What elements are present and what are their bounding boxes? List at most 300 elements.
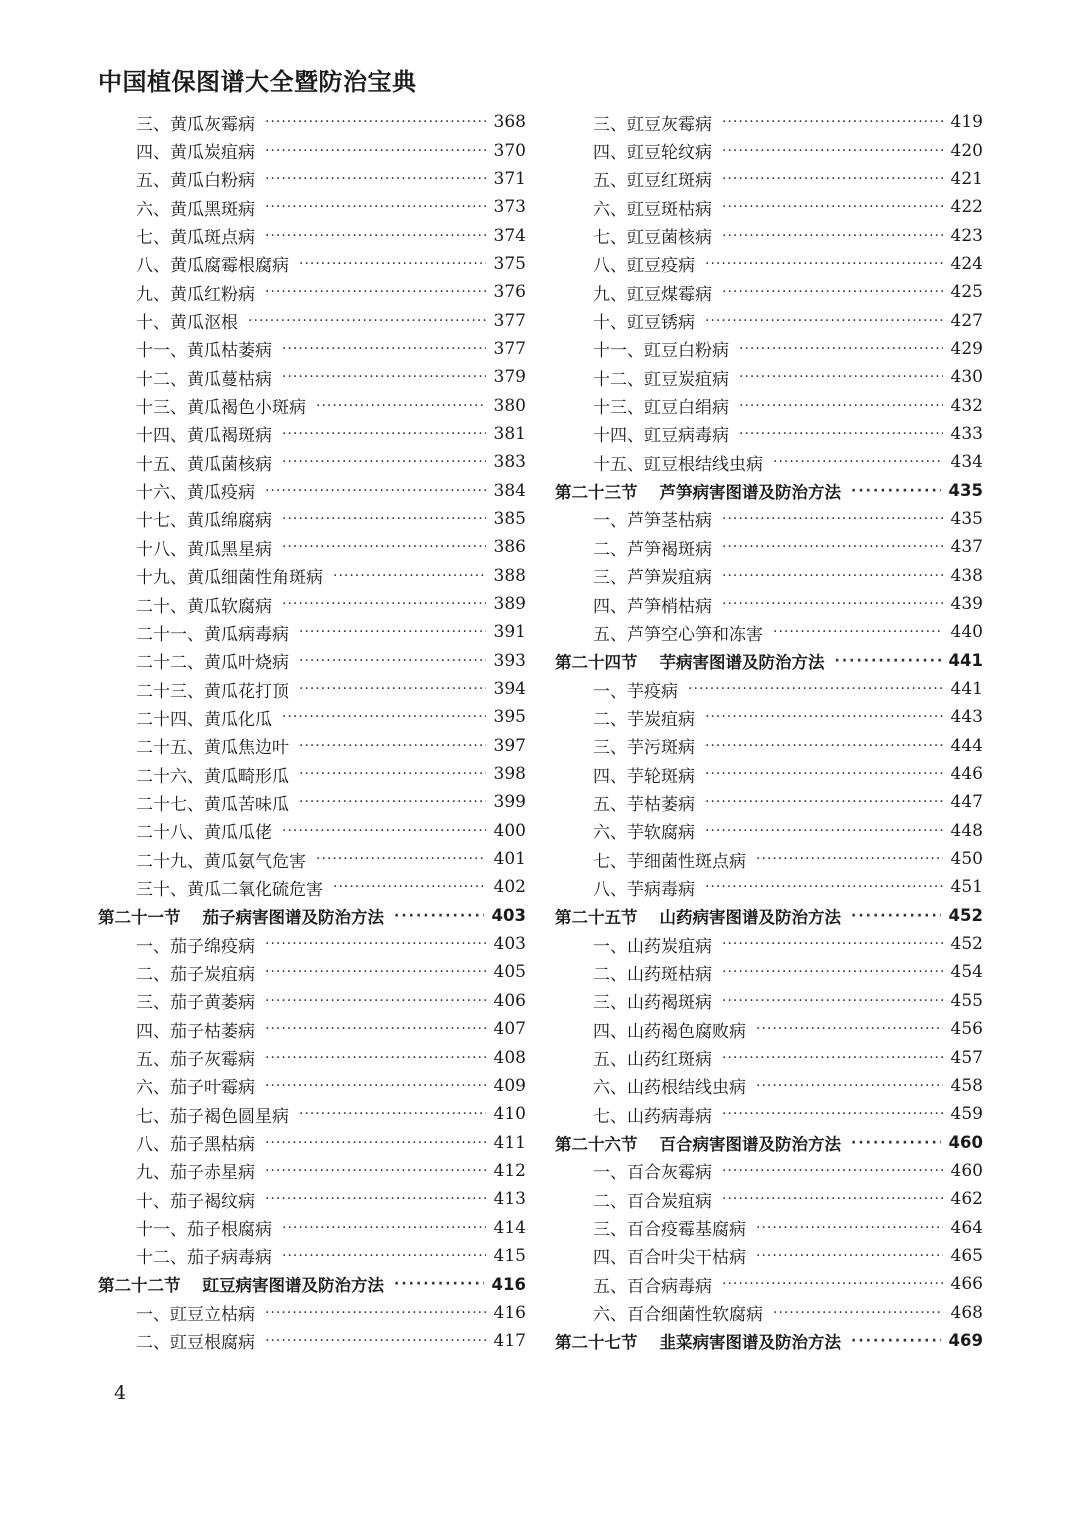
toc-entry xyxy=(555,1270,983,1298)
dot-leader xyxy=(265,171,486,187)
dot-leader xyxy=(739,369,943,385)
dot-leader xyxy=(265,114,486,130)
entry-page-number: 414 xyxy=(493,1217,526,1238)
dot-leader xyxy=(282,1248,486,1264)
entry-page-number: 381 xyxy=(493,423,526,444)
dot-leader xyxy=(722,1163,943,1179)
toc-entry xyxy=(555,1157,983,1185)
section-number: 第二十三节 xyxy=(555,482,638,502)
toc-entry xyxy=(98,533,526,561)
entry-title: 三、豇豆灰霉病 xyxy=(593,114,712,135)
entry-title: 二十一、黄瓜病毒病 xyxy=(136,624,289,645)
entry-page-number: 454 xyxy=(950,962,983,983)
dot-leader xyxy=(394,1276,484,1292)
toc-entry xyxy=(98,1128,526,1156)
dot-leader xyxy=(705,738,943,754)
toc-entry xyxy=(555,590,983,618)
dot-leader xyxy=(299,766,486,782)
toc-entry xyxy=(98,1100,526,1128)
dot-leader xyxy=(705,794,943,810)
toc-entry xyxy=(555,448,983,476)
dot-leader xyxy=(299,624,486,640)
entry-page-number: 373 xyxy=(493,197,526,218)
toc-entry xyxy=(555,1100,983,1128)
entry-page-number: 386 xyxy=(493,537,526,558)
toc-entry xyxy=(555,1015,983,1043)
entry-title: 十六、黄瓜疫病 xyxy=(136,483,255,504)
dot-leader xyxy=(756,1220,943,1236)
entry-page-number: 421 xyxy=(950,168,983,189)
toc-entry xyxy=(555,221,983,249)
entry-title: 七、芋细菌性斑点病 xyxy=(593,851,746,872)
dot-leader xyxy=(722,199,943,215)
entry-title: 六、百合细菌性软腐病 xyxy=(593,1305,763,1326)
toc-entry xyxy=(98,306,526,334)
entry-title: 二、豇豆根腐病 xyxy=(136,1333,255,1354)
entry-page-number: 417 xyxy=(493,1330,526,1351)
entry-title: 二、山药斑枯病 xyxy=(593,964,712,985)
entry-title: 十二、黄瓜蔓枯病 xyxy=(136,369,272,390)
dot-leader xyxy=(248,313,486,329)
dot-leader xyxy=(265,143,486,159)
entry-page-number: 438 xyxy=(950,565,983,586)
entry-page-number: 439 xyxy=(950,594,983,615)
section-number: 第二十四节 xyxy=(555,652,638,672)
entry-title: 三、芋污斑病 xyxy=(593,738,695,759)
entry-page-number: 409 xyxy=(493,1075,526,1096)
entry-page-number: 456 xyxy=(950,1019,983,1040)
entry-title: 十四、豇豆病毒病 xyxy=(593,426,729,447)
entry-title: 二十五、黄瓜焦边叶 xyxy=(136,738,289,759)
entry-title: 六、豇豆斑枯病 xyxy=(593,199,712,220)
entry-title: 七、山药病毒病 xyxy=(593,1106,712,1127)
toc-entry xyxy=(555,306,983,334)
toc-entry xyxy=(555,618,983,646)
dot-leader xyxy=(299,653,486,669)
entry-title: 九、豇豆煤霉病 xyxy=(593,284,712,305)
section-number: 第二十二节 xyxy=(98,1276,181,1296)
dot-leader xyxy=(265,483,486,499)
dot-leader xyxy=(299,1106,486,1122)
entry-title: 四、芋轮斑病 xyxy=(593,766,695,787)
entry-page-number: 432 xyxy=(950,395,983,416)
entry-page-number: 447 xyxy=(950,792,983,813)
dot-leader xyxy=(705,879,943,895)
entry-title: 十五、黄瓜菌核病 xyxy=(136,454,272,475)
dot-leader xyxy=(265,993,486,1009)
toc-entry xyxy=(98,221,526,249)
toc-entry xyxy=(555,732,983,760)
toc-entry xyxy=(555,278,983,306)
dot-leader xyxy=(705,709,943,725)
entry-page-number: 379 xyxy=(493,367,526,388)
entry-title: 十、黄瓜沤根 xyxy=(136,313,238,334)
entry-page-number: 393 xyxy=(493,650,526,671)
toc-entry xyxy=(98,732,526,760)
entry-title: 四、百合叶尖干枯病 xyxy=(593,1248,746,1269)
toc-section-heading xyxy=(555,1128,983,1156)
dot-leader xyxy=(722,143,943,159)
entry-title: 十五、豇豆根结线虫病 xyxy=(593,454,763,475)
dot-leader xyxy=(756,851,943,867)
dot-leader xyxy=(722,539,943,555)
dot-leader xyxy=(739,341,943,357)
entry-title: 六、山药根结线虫病 xyxy=(593,1078,746,1099)
toc-section-heading xyxy=(555,476,983,504)
dot-leader xyxy=(265,936,486,952)
toc-entry xyxy=(555,363,983,391)
toc-entry xyxy=(98,1213,526,1241)
dot-leader xyxy=(265,1333,486,1349)
toc-left-column xyxy=(98,108,526,1355)
toc-entry xyxy=(555,760,983,788)
dot-leader xyxy=(722,993,943,1009)
toc-entry xyxy=(98,278,526,306)
entry-page-number: 413 xyxy=(493,1189,526,1210)
toc-section-heading xyxy=(555,902,983,930)
entry-page-number: 450 xyxy=(950,849,983,870)
entry-title: 三、茄子黄萎病 xyxy=(136,993,255,1014)
toc-entry xyxy=(555,873,983,901)
entry-title: 九、茄子赤星病 xyxy=(136,1163,255,1184)
dot-leader xyxy=(851,1333,941,1349)
entry-title: 八、豇豆疫病 xyxy=(593,256,695,277)
toc-entry xyxy=(98,420,526,448)
entry-page-number: 391 xyxy=(493,622,526,643)
dot-leader xyxy=(282,709,486,725)
dot-leader xyxy=(265,1163,486,1179)
dot-leader xyxy=(299,794,486,810)
entry-page-number: 403 xyxy=(493,934,526,955)
dot-leader xyxy=(265,1078,486,1094)
toc-entry xyxy=(98,1043,526,1071)
dot-leader xyxy=(316,398,486,414)
dot-leader xyxy=(722,1191,943,1207)
entry-page-number: 469 xyxy=(948,1331,983,1351)
toc-entry xyxy=(555,250,983,278)
toc-entry xyxy=(98,136,526,164)
dot-leader xyxy=(282,1220,486,1236)
entry-page-number: 388 xyxy=(493,565,526,586)
dot-leader xyxy=(265,1191,486,1207)
entry-page-number: 429 xyxy=(950,338,983,359)
entry-page-number: 406 xyxy=(493,990,526,1011)
dot-leader xyxy=(722,284,943,300)
entry-title: 三、芦笋炭疽病 xyxy=(593,568,712,589)
entry-title: 一、百合灰霉病 xyxy=(593,1163,712,1184)
toc-entry xyxy=(555,1298,983,1326)
entry-page-number: 458 xyxy=(950,1075,983,1096)
toc-entry xyxy=(98,590,526,618)
entry-page-number: 441 xyxy=(948,651,983,671)
entry-page-number: 462 xyxy=(950,1189,983,1210)
toc-entry xyxy=(98,930,526,958)
entry-title: 十二、茄子病毒病 xyxy=(136,1248,272,1269)
entry-page-number: 385 xyxy=(493,508,526,529)
entry-title: 八、黄瓜腐霉根腐病 xyxy=(136,256,289,277)
toc-entry xyxy=(98,476,526,504)
toc-entry xyxy=(555,1072,983,1100)
entry-page-number: 452 xyxy=(948,906,983,926)
toc-entry xyxy=(98,1157,526,1185)
toc-section-heading xyxy=(98,1270,526,1298)
entry-page-number: 441 xyxy=(950,679,983,700)
entry-page-number: 420 xyxy=(950,140,983,161)
entry-page-number: 419 xyxy=(950,112,983,133)
entry-page-number: 424 xyxy=(950,253,983,274)
entry-title: 八、茄子黑枯病 xyxy=(136,1135,255,1156)
dot-leader xyxy=(265,284,486,300)
entry-page-number: 416 xyxy=(493,1302,526,1323)
section-title: 茄子病害图谱及防治方法 xyxy=(202,907,384,927)
entry-title: 二十二、黄瓜叶烧病 xyxy=(136,653,289,674)
entry-title: 十八、黄瓜黑星病 xyxy=(136,539,272,560)
entry-title: 十九、黄瓜细菌性角斑病 xyxy=(136,568,323,589)
toc-entry xyxy=(98,1298,526,1326)
dot-leader xyxy=(282,454,486,470)
entry-page-number: 389 xyxy=(493,594,526,615)
section-number: 第二十六节 xyxy=(555,1134,638,1154)
dot-leader xyxy=(705,823,943,839)
toc-entry xyxy=(98,335,526,363)
page-number: 4 xyxy=(114,1382,127,1404)
dot-leader xyxy=(282,426,486,442)
entry-title: 三、百合疫霉基腐病 xyxy=(593,1220,746,1241)
entry-page-number: 405 xyxy=(493,962,526,983)
entry-title: 六、黄瓜黑斑病 xyxy=(136,199,255,220)
entry-page-number: 435 xyxy=(950,508,983,529)
toc-entry xyxy=(98,873,526,901)
dot-leader xyxy=(333,568,486,584)
toc-entry xyxy=(555,193,983,221)
toc-entry xyxy=(555,533,983,561)
dot-leader xyxy=(773,1305,943,1321)
entry-title: 四、茄子枯萎病 xyxy=(136,1021,255,1042)
entry-title: 二十三、黄瓜花打顶 xyxy=(136,681,289,702)
toc-entry xyxy=(555,1043,983,1071)
entry-title: 二、茄子炭疽病 xyxy=(136,964,255,985)
entry-page-number: 430 xyxy=(950,367,983,388)
section-title: 山药病害图谱及防治方法 xyxy=(659,907,841,927)
entry-page-number: 399 xyxy=(493,792,526,813)
toc-entry xyxy=(98,1015,526,1043)
entry-page-number: 380 xyxy=(493,395,526,416)
entry-page-number: 457 xyxy=(950,1047,983,1068)
book-title: 中国植保图谱大全暨防治宝典 xyxy=(98,68,417,96)
entry-title: 十三、豇豆白绢病 xyxy=(593,398,729,419)
toc-entry xyxy=(98,958,526,986)
section-number: 第二十五节 xyxy=(555,907,638,927)
dot-leader xyxy=(282,596,486,612)
toc-section-heading xyxy=(555,647,983,675)
entry-page-number: 395 xyxy=(493,707,526,728)
toc-entry xyxy=(98,788,526,816)
toc-entry xyxy=(555,703,983,731)
section-title: 百合病害图谱及防治方法 xyxy=(659,1134,841,1154)
dot-leader xyxy=(299,256,486,272)
dot-leader xyxy=(688,681,943,697)
entry-page-number: 446 xyxy=(950,764,983,785)
entry-page-number: 376 xyxy=(493,282,526,303)
entry-title: 三、山药褐斑病 xyxy=(593,993,712,1014)
entry-page-number: 440 xyxy=(950,622,983,643)
section-title: 豇豆病害图谱及防治方法 xyxy=(202,1276,384,1296)
entry-page-number: 371 xyxy=(493,168,526,189)
toc-entry xyxy=(98,108,526,136)
entry-title: 十二、豇豆炭疽病 xyxy=(593,369,729,390)
toc-entry xyxy=(98,675,526,703)
entry-page-number: 443 xyxy=(950,707,983,728)
toc-entry xyxy=(555,505,983,533)
dot-leader xyxy=(722,114,943,130)
section-number: 第二十七节 xyxy=(555,1332,638,1352)
toc-entry xyxy=(98,1242,526,1270)
dot-leader xyxy=(299,738,486,754)
entry-page-number: 370 xyxy=(493,140,526,161)
toc-entry xyxy=(98,1327,526,1355)
entry-page-number: 460 xyxy=(948,1133,983,1153)
entry-page-number: 407 xyxy=(493,1019,526,1040)
entry-title: 一、豇豆立枯病 xyxy=(136,1305,255,1326)
toc-entry xyxy=(555,987,983,1015)
entry-title: 五、百合病毒病 xyxy=(593,1276,712,1297)
entry-page-number: 400 xyxy=(493,820,526,841)
dot-leader xyxy=(722,171,943,187)
entry-page-number: 374 xyxy=(493,225,526,246)
entry-title: 五、芋枯萎病 xyxy=(593,794,695,815)
entry-title: 一、山药炭疽病 xyxy=(593,936,712,957)
dot-leader xyxy=(773,454,943,470)
toc-entry xyxy=(555,1185,983,1213)
dot-leader xyxy=(265,1135,486,1151)
section-number: 第二十一节 xyxy=(98,907,181,927)
dot-leader xyxy=(299,681,486,697)
dot-leader xyxy=(722,568,943,584)
entry-title: 十一、豇豆白粉病 xyxy=(593,341,729,362)
toc-entry xyxy=(98,505,526,533)
dot-leader xyxy=(333,879,486,895)
toc-right-column xyxy=(555,108,983,1355)
entry-title: 四、芦笋梢枯病 xyxy=(593,596,712,617)
dot-leader xyxy=(282,341,486,357)
entry-page-number: 465 xyxy=(950,1245,983,1266)
entry-title: 十、豇豆锈病 xyxy=(593,313,695,334)
entry-page-number: 448 xyxy=(950,820,983,841)
toc-entry xyxy=(98,193,526,221)
entry-page-number: 427 xyxy=(950,310,983,331)
dot-leader xyxy=(851,1135,941,1151)
entry-title: 三、黄瓜灰霉病 xyxy=(136,114,255,135)
toc-entry xyxy=(555,420,983,448)
entry-page-number: 451 xyxy=(950,877,983,898)
dot-leader xyxy=(265,964,486,980)
entry-page-number: 377 xyxy=(493,310,526,331)
entry-title: 六、茄子叶霉病 xyxy=(136,1078,255,1099)
dot-leader xyxy=(394,908,484,924)
entry-title: 十四、黄瓜褐斑病 xyxy=(136,426,272,447)
toc-section-heading xyxy=(555,1327,983,1355)
entry-title: 二十七、黄瓜苦味瓜 xyxy=(136,794,289,815)
entry-title: 二、百合炭疽病 xyxy=(593,1191,712,1212)
entry-title: 八、芋病毒病 xyxy=(593,879,695,900)
toc-entry xyxy=(555,1242,983,1270)
entry-title: 五、芦笋空心笋和冻害 xyxy=(593,624,763,645)
dot-leader xyxy=(705,256,943,272)
toc-entry xyxy=(98,250,526,278)
entry-page-number: 444 xyxy=(950,735,983,756)
dot-leader xyxy=(722,964,943,980)
dot-leader xyxy=(265,1050,486,1066)
entry-page-number: 425 xyxy=(950,282,983,303)
entry-page-number: 434 xyxy=(950,452,983,473)
dot-leader xyxy=(265,228,486,244)
section-title: 韭菜病害图谱及防治方法 xyxy=(659,1332,841,1352)
toc-entry xyxy=(98,1185,526,1213)
entry-page-number: 368 xyxy=(493,112,526,133)
entry-title: 五、山药红斑病 xyxy=(593,1050,712,1071)
toc-entry xyxy=(98,987,526,1015)
entry-title: 十一、茄子根腐病 xyxy=(136,1220,272,1241)
entry-page-number: 422 xyxy=(950,197,983,218)
entry-title: 五、茄子灰霉病 xyxy=(136,1050,255,1071)
entry-page-number: 410 xyxy=(493,1104,526,1125)
entry-page-number: 403 xyxy=(491,906,526,926)
toc-entry xyxy=(98,647,526,675)
section-title: 芋病害图谱及防治方法 xyxy=(659,652,825,672)
toc-entry xyxy=(98,363,526,391)
entry-page-number: 402 xyxy=(493,877,526,898)
toc-entry xyxy=(555,675,983,703)
entry-page-number: 398 xyxy=(493,764,526,785)
toc-section-heading xyxy=(98,902,526,930)
entry-page-number: 464 xyxy=(950,1217,983,1238)
dot-leader xyxy=(739,398,943,414)
entry-page-number: 397 xyxy=(493,735,526,756)
dot-leader xyxy=(705,766,943,782)
entry-title: 三十、黄瓜二氧化硫危害 xyxy=(136,879,323,900)
entry-page-number: 383 xyxy=(493,452,526,473)
entry-page-number: 394 xyxy=(493,679,526,700)
toc-entry xyxy=(555,108,983,136)
toc-entry xyxy=(98,817,526,845)
section-title: 芦笋病害图谱及防治方法 xyxy=(659,482,841,502)
entry-title: 五、豇豆红斑病 xyxy=(593,171,712,192)
entry-title: 九、黄瓜红粉病 xyxy=(136,284,255,305)
dot-leader xyxy=(722,936,943,952)
dot-leader xyxy=(282,823,486,839)
toc-entry xyxy=(555,136,983,164)
entry-title: 十三、黄瓜褐色小斑病 xyxy=(136,398,306,419)
dot-leader xyxy=(722,1276,943,1292)
toc-entry xyxy=(98,845,526,873)
entry-title: 四、山药褐色腐败病 xyxy=(593,1021,746,1042)
toc-entry xyxy=(555,335,983,363)
dot-leader xyxy=(756,1021,943,1037)
dot-leader xyxy=(722,1106,943,1122)
entry-page-number: 459 xyxy=(950,1104,983,1125)
entry-page-number: 377 xyxy=(493,338,526,359)
entry-title: 六、芋软腐病 xyxy=(593,823,695,844)
entry-title: 七、豇豆菌核病 xyxy=(593,228,712,249)
dot-leader xyxy=(722,228,943,244)
dot-leader xyxy=(851,483,941,499)
entry-page-number: 384 xyxy=(493,480,526,501)
toc-entry xyxy=(98,618,526,646)
dot-leader xyxy=(265,199,486,215)
entry-page-number: 466 xyxy=(950,1274,983,1295)
toc-entry xyxy=(98,448,526,476)
dot-leader xyxy=(835,653,941,669)
